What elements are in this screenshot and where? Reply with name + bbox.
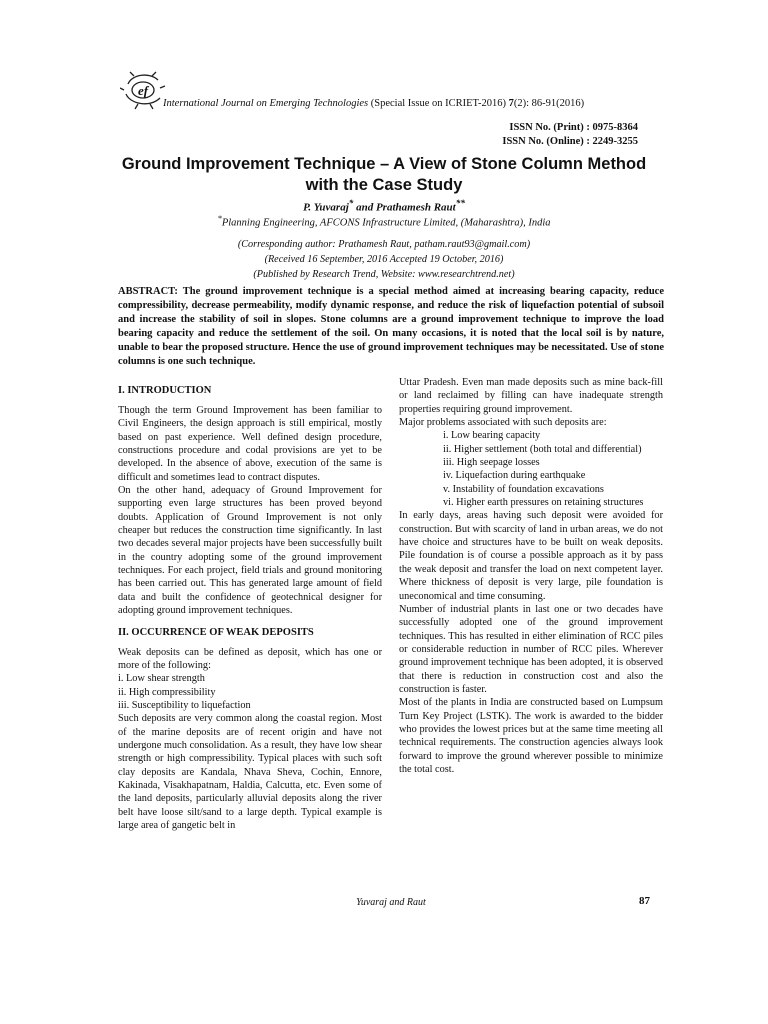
list-item: i. Low shear strength — [118, 673, 205, 685]
title-line-1: Ground Improvement Technique – A View of Stone Column Method — [121, 155, 647, 173]
section-heading-introduction: I. INTRODUCTION — [118, 385, 212, 396]
author-list — [100, 198, 668, 214]
journal-logo-icon — [120, 70, 166, 110]
svg-text:ef: ef — [138, 83, 149, 98]
problems-list — [399, 429, 663, 509]
article-title — [100, 154, 668, 196]
list-item: vi. Higher earth pressures on retaining structures — [443, 497, 644, 509]
journal-volume: 7 — [508, 98, 514, 109]
right-column — [399, 376, 663, 776]
abstract: ABSTRACT: The ground improvement technique is a special method aimed at increasing bearing capacity, reduce compressibility, decrease permeability, modify dynamic response, and reduce the risk of liquefaction potential of subsoil and increase the stability of soil in slopes. Stone columns are a ground improvement technique to improve the load bearing capacity and reduce the settlement of the soil. On many occasions, it is noted that the local soil is by nature, unable to bear the proposed structure. Hence the use of ground improvement techniques may be necessitated. Use of stone columns is one such technique. — [118, 286, 664, 367]
weak-paragraph-1: Weak deposits can be defined as deposit, which has one or more of the following: — [118, 646, 382, 671]
early-days-paragraph: In early days, areas having such deposit were avoided for construction. But with scarcity of land in urban areas, we do not have choice and structures have to be built on weak deposits. Pile foundation is of course a possible approach as it by pass the weak deposit and transfer the load on next competent layer. Where thickness of deposit is very large, pile foundation is uneconomical and time consuming. — [399, 510, 663, 602]
title-line-2: with the Case Study — [305, 176, 463, 194]
page-number: 87 — [639, 895, 650, 907]
problems-intro: Major problems associated with such deposits are: — [399, 417, 607, 429]
intro-paragraph-2: On the other hand, adequacy of Ground Improvement for supporting even large structures has been proved beyond doubts. Application of Ground Improvement is not only cheaper but reduces the construction time significantly. In last two decades several major projects have been successfully built in the country adopting some of the ground improvement techniques. For each project, field trials and ground monitoring has been carried out. This has generated large amount of field data and built the confidence of geotechnical designer for adopting ground improvement techniques. — [118, 485, 382, 617]
list-item: iii. High seepage losses — [443, 457, 540, 469]
issn-block — [502, 121, 638, 149]
continued-paragraph: Uttar Pradesh. Even man made deposits such as mine back-fill or land reclaimed by filling can have inadequate strength properties requiring ground improvement. — [399, 377, 663, 415]
corresponding-author: (Corresponding author: Prathamesh Raut, patham.raut93@gmail.com) — [237, 239, 531, 250]
received-dates: (Received 16 September, 2016 Accepted 19 October, 2016) — [264, 254, 504, 265]
journal-citation — [163, 98, 723, 109]
issn-print: ISSN No. (Print) : 0975-8364 — [509, 122, 638, 133]
article-meta — [100, 237, 668, 282]
intro-paragraph-1: Though the term Ground Improvement has been familiar to Civil Engineers, the design approach is still empirical, mostly based on past experience. Well defined design procedure, constructions procedure and codal provisions are yet to be developed. In the absence of above, execution of the same is difficult and sometimes lead to contract disputes. — [118, 405, 382, 483]
journal-pages: (2): 86-91(2016) — [513, 98, 585, 109]
weak-properties-list — [118, 672, 382, 712]
list-item: v. Instability of foundation excavations — [443, 483, 604, 495]
list-item: iii. Susceptibility to liquefaction — [118, 699, 251, 711]
running-footer: Yuvaraj and Raut — [356, 897, 426, 908]
journal-name: International Journal on Emerging Technologies — [163, 98, 369, 109]
author-2: and Prathamesh Raut — [353, 201, 456, 214]
industrial-plants-paragraph: Number of industrial plants in last one or two decades have successfully adopted one of the ground improvement techniques. This has resulted in either elimination of RCC piles or considerable reduction in number of RCC piles. Wherever ground improvement technique has been adopted, it is observed that there is reduction in construction cost and also the construction is faster. — [399, 603, 663, 695]
affiliation-mark: * — [217, 213, 222, 223]
affiliation-text: Planning Engineering, AFCONS Infrastructure Limited, (Maharashtra), India — [221, 217, 551, 229]
publisher-line: (Published by Research Trend, Website: www.researchtrend.net) — [253, 269, 515, 280]
left-column — [118, 376, 382, 832]
list-item: i. Low bearing capacity — [443, 430, 541, 442]
weak-paragraph-2: Such deposits are very common along the coastal region. Most of the marine deposits are of recent origin and have not undergone much consolidation. As a result, they have low shear strength or high compressibility. Typical places with such soft clay deposits are Kandala, Nhava Sheva, Cochin, Ennore, Kakinada, Visakhapatnam, Haldia, Calcutta, etc. Even some of the land deposits, particularly alluvial deposits along the river belt have loose silt/sand to a large depth. Typical example is large area of gangetic belt in — [118, 713, 382, 831]
issn-online: ISSN No. (Online) : 2249-3255 — [502, 136, 638, 147]
author-1-mark: * — [348, 198, 354, 208]
list-item: ii. Higher settlement (both total and differential) — [443, 443, 642, 455]
author-2-mark: ** — [455, 198, 465, 208]
list-item: iv. Liquefaction during earthquake — [443, 470, 586, 482]
affiliation — [100, 213, 668, 229]
author-1: P. Yuvaraj — [303, 201, 349, 214]
lstk-paragraph: Most of the plants in India are constructed based on Lumpsum Turn Key Project (LSTK). The work is awarded to the bidder who provides the lowest prices but at the same time meeting all technical requirements. The construction agencies always look forward to improve the ground wherever possible to minimize the total cost. — [399, 697, 663, 775]
section-heading-weak-deposits: II. OCCURRENCE OF WEAK DEPOSITS — [118, 626, 314, 638]
journal-issue: (Special Issue on ICRIET-2016) — [368, 98, 509, 109]
list-item: ii. High compressibility — [118, 686, 216, 698]
